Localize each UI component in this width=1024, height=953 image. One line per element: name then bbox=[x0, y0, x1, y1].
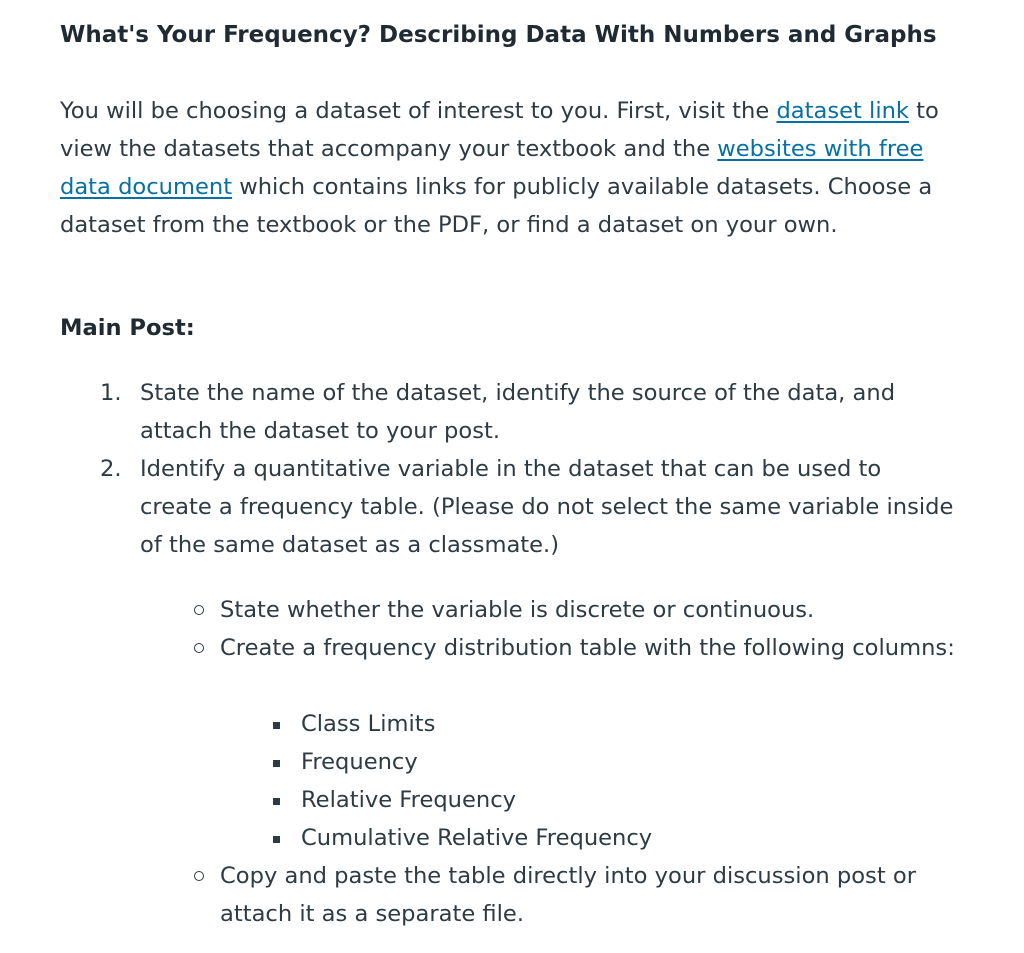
square-bullet-icon bbox=[273, 798, 280, 805]
column-list-item bbox=[270, 743, 970, 781]
dataset-link[interactable]: dataset link bbox=[776, 98, 909, 124]
intro-paragraph bbox=[60, 92, 980, 244]
column-list-item bbox=[270, 705, 970, 743]
main-post-heading: Main Post: bbox=[60, 315, 195, 341]
step-number: 1. bbox=[100, 380, 122, 406]
square-bullet-icon bbox=[273, 836, 280, 843]
column-name: Relative Frequency bbox=[301, 787, 517, 813]
square-bullet-icon bbox=[273, 722, 280, 729]
circle-bullet-icon bbox=[194, 643, 204, 653]
list-item-step-1 bbox=[100, 374, 960, 450]
page-title: What's Your Frequency? Describing Data With Numbers and Graphs bbox=[60, 22, 937, 48]
circle-bullet-icon bbox=[194, 605, 204, 615]
sub-list-item-table bbox=[188, 629, 978, 667]
column-list-item bbox=[270, 781, 970, 819]
circle-bullet-icon bbox=[194, 871, 204, 881]
column-name: Frequency bbox=[301, 749, 418, 775]
step-number: 2. bbox=[100, 456, 122, 482]
sub-item-text: Copy and paste the table directly into your discussion post or attach it as a separate file. bbox=[220, 863, 916, 927]
intro-text-part1: You will be choosing a dataset of interest to you. First, visit the bbox=[60, 98, 777, 124]
step-text: State the name of the dataset, identify the source of the data, and attach the dataset to your post. bbox=[140, 380, 896, 444]
column-list-item bbox=[270, 819, 970, 857]
sub-item-text: Create a frequency distribution table with the following columns: bbox=[220, 635, 955, 661]
intro-text-part2: to view the datasets that accompany your textbook and the bbox=[60, 98, 939, 162]
step-text: Identify a quantitative variable in the dataset that can be used to create a frequency table. (Please do not select the same variable inside of the same dataset as a classmate.) bbox=[140, 456, 954, 558]
websites-free-data-link[interactable]: websites with free data document bbox=[60, 136, 924, 200]
sub-list-item-copy bbox=[188, 857, 978, 933]
column-name: Class Limits bbox=[301, 711, 436, 737]
square-bullet-icon bbox=[273, 760, 280, 767]
list-item-step-2 bbox=[100, 450, 960, 564]
sub-item-text: State whether the variable is discrete or continuous. bbox=[220, 597, 815, 623]
column-name: Cumulative Relative Frequency bbox=[301, 825, 653, 851]
sub-list-item-discrete bbox=[188, 591, 978, 629]
intro-text-part3: which contains links for publicly available datasets. Choose a dataset from the textbook or the PDF, or find a dataset on your own. bbox=[60, 174, 933, 238]
